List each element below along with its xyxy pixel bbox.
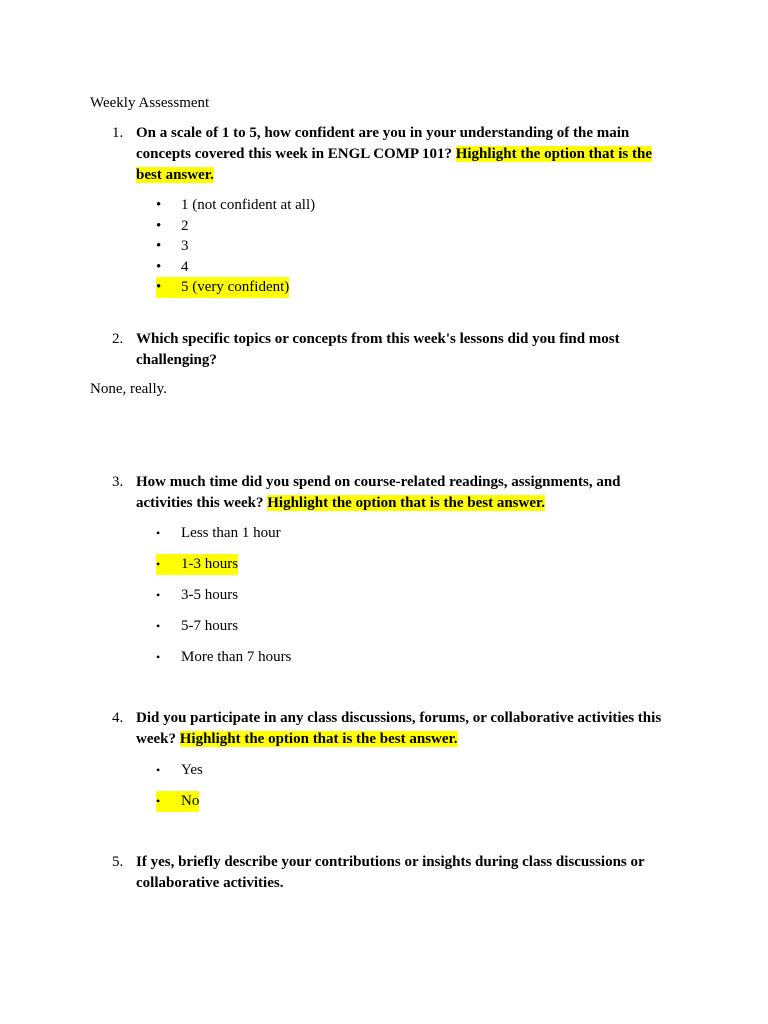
- question-5: [112, 852, 672, 894]
- question-number: 4.: [112, 710, 124, 726]
- question-3-options: [156, 523, 556, 678]
- option-item[interactable]: • 3: [156, 236, 556, 257]
- option-item[interactable]: • 2: [156, 216, 556, 237]
- highlight-instruction: Highlight the option that is the best answer.: [136, 146, 652, 183]
- bullet-icon: •: [156, 217, 162, 234]
- answer-text[interactable]: None, really.: [90, 381, 167, 397]
- bullet-icon: •: [156, 650, 161, 664]
- bullet-icon: •: [156, 197, 162, 213]
- bullet-icon: •: [156, 619, 161, 633]
- question-number: 5.: [112, 854, 124, 870]
- option-item[interactable]: • 5-7 hours: [156, 616, 556, 647]
- question-3: [112, 472, 672, 514]
- option-item-selected[interactable]: • 5 (very confident): [156, 277, 556, 298]
- question-text: How much time did you spend on course-related readings, assignments, and activities this week? Highlight the option that is the best answer.: [136, 474, 621, 511]
- option-item[interactable]: • Less than 1 hour: [156, 523, 556, 554]
- question-text: Did you participate in any class discussions, forums, or collaborative activities this week? Highlight the option that is the best answer.: [136, 710, 662, 747]
- option-item[interactable]: • 4: [156, 257, 556, 278]
- highlight-instruction: Highlight the option that is the best answer.: [267, 495, 546, 511]
- bullet-icon: •: [156, 763, 161, 777]
- question-text: If yes, briefly describe your contributions or insights during class discussions or collaborative activities.: [136, 854, 645, 891]
- question-number: 3.: [112, 474, 124, 490]
- question-number: 2.: [112, 331, 124, 347]
- question-2: [112, 329, 672, 371]
- bullet-icon: •: [156, 554, 181, 575]
- question-text: Which specific topics or concepts from this week's lessons did you find most challenging?: [136, 331, 620, 368]
- option-item[interactable]: • 1 (not confident at all): [156, 195, 556, 216]
- highlight-instruction: Highlight the option that is the best answer.: [179, 731, 458, 747]
- bullet-icon: •: [156, 258, 162, 275]
- document-title: Weekly Assessment: [90, 95, 210, 111]
- question-text: On a scale of 1 to 5, how confident are you in your understanding of the main concepts covered this week in ENGL COMP 101? Highlight the option that is the best answer.: [136, 125, 652, 183]
- option-item[interactable]: • 3-5 hours: [156, 585, 556, 616]
- bullet-icon: •: [156, 277, 181, 298]
- option-item[interactable]: • Yes: [156, 760, 556, 791]
- option-item-selected[interactable]: • 1-3 hours: [156, 554, 556, 585]
- question-4-options: [156, 760, 556, 822]
- bullet-icon: •: [156, 588, 161, 602]
- bullet-icon: •: [156, 526, 161, 540]
- bullet-icon: •: [156, 791, 181, 812]
- question-1-options: [156, 195, 556, 298]
- question-number: 1.: [112, 125, 124, 141]
- question-1: [112, 123, 672, 186]
- bullet-icon: •: [156, 238, 162, 254]
- option-item[interactable]: • More than 7 hours: [156, 647, 556, 678]
- option-item-selected[interactable]: • No: [156, 791, 556, 822]
- question-4: [112, 708, 672, 750]
